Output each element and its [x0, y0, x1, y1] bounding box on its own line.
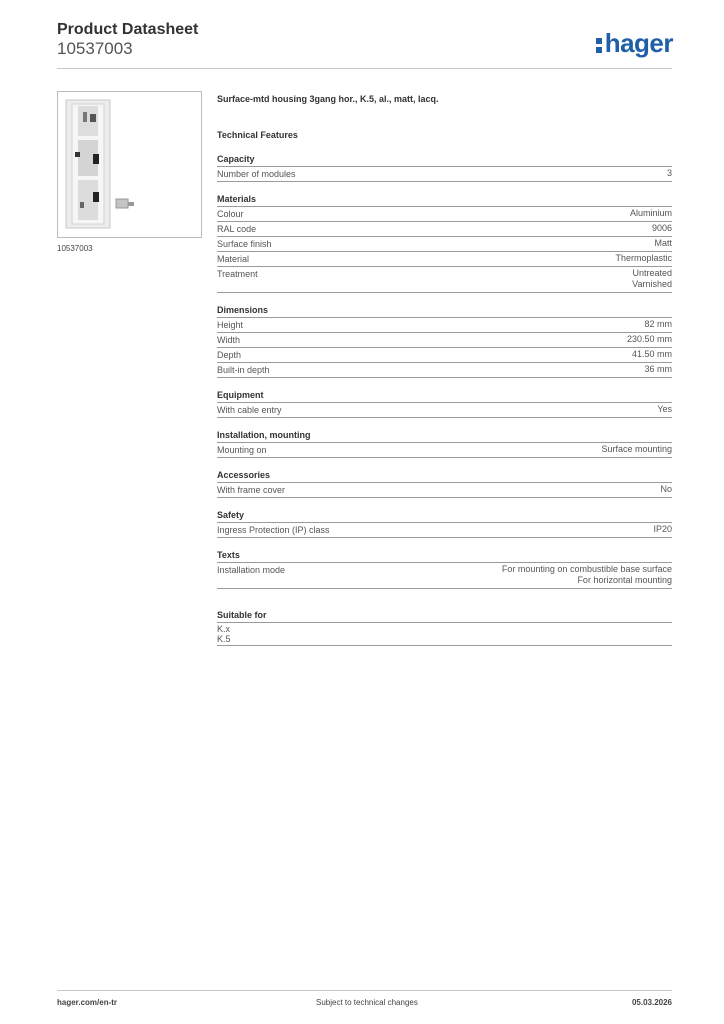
feature-row	[217, 403, 672, 418]
feature-value-line: Varnished	[632, 279, 672, 289]
feature-label: Material	[217, 254, 250, 264]
feature-value-line: Yes	[657, 404, 672, 414]
feature-row	[217, 167, 672, 182]
feature-label: RAL code	[217, 224, 257, 234]
feature-label: Width	[217, 335, 241, 345]
product-number: 10537003	[57, 39, 133, 58]
header	[57, 21, 673, 69]
section-equipment	[217, 389, 672, 418]
feature-value	[627, 333, 672, 347]
suitable-for-list	[217, 623, 672, 646]
feature-value	[502, 563, 672, 588]
feature-value	[644, 318, 672, 332]
feature-row	[217, 483, 672, 498]
product-image	[57, 91, 202, 238]
feature-value	[615, 252, 672, 266]
section-installation-mounting	[217, 429, 672, 458]
content-column	[217, 92, 672, 646]
feature-row	[217, 207, 672, 222]
feature-label: Depth	[217, 350, 242, 360]
section-title: Capacity	[217, 153, 672, 167]
feature-value-line: Untreated	[632, 268, 672, 278]
feature-value-line: 9006	[651, 223, 672, 233]
product-description: Surface-mtd housing 3gang hor., K.5, al., matt, lacq.	[217, 94, 439, 104]
footer-notice: Subject to technical changes	[316, 998, 418, 1007]
suitable-item: K.x	[217, 624, 231, 634]
feature-row	[217, 333, 672, 348]
page-title: Product Datasheet	[57, 21, 199, 38]
feature-label: Number of modules	[217, 169, 296, 179]
footer-date: 05.03.2026	[631, 998, 672, 1007]
suitable-for-title: Suitable for	[217, 609, 672, 623]
image-caption: 10537003	[57, 244, 93, 253]
feature-row	[217, 443, 672, 458]
feature-value	[660, 483, 672, 497]
feature-label: With cable entry	[217, 405, 282, 415]
feature-label: Treatment	[217, 269, 258, 279]
section-safety	[217, 509, 672, 538]
section-title: Accessories	[217, 469, 672, 483]
feature-label: Surface finish	[217, 239, 272, 249]
feature-row	[217, 563, 672, 589]
feature-row	[217, 363, 672, 378]
feature-label: Height	[217, 320, 244, 330]
feature-value	[653, 523, 672, 537]
section-accessories	[217, 469, 672, 498]
feature-row	[217, 523, 672, 538]
feature-value-line: For horizontal mounting	[577, 575, 672, 585]
feature-value	[601, 443, 672, 457]
feature-row	[217, 267, 672, 293]
footer-website-link[interactable]: hager.com/en-tr	[57, 998, 118, 1007]
section-texts	[217, 549, 672, 589]
feature-value-line: Thermoplastic	[615, 253, 672, 263]
feature-label: Ingress Protection (IP) class	[217, 525, 330, 535]
feature-row	[217, 348, 672, 363]
feature-label: Installation mode	[217, 565, 286, 575]
feature-value	[630, 207, 672, 221]
feature-value-line: For mounting on combustible base surface	[501, 564, 672, 574]
logo-text: hager	[604, 28, 673, 58]
feature-value	[644, 363, 672, 377]
section-title: Equipment	[217, 389, 672, 403]
feature-value-line: Surface mounting	[601, 444, 672, 454]
feature-value-line: 3	[666, 168, 672, 178]
feature-label: Colour	[217, 209, 244, 219]
section-capacity	[217, 153, 672, 182]
feature-value	[654, 237, 672, 251]
header-divider	[57, 68, 672, 69]
feature-value-line: Matt	[654, 238, 672, 248]
feature-value	[657, 403, 672, 417]
technical-features-heading: Technical Features	[217, 130, 298, 140]
feature-value	[632, 348, 672, 362]
feature-row	[217, 318, 672, 333]
product-housing-image	[58, 92, 201, 237]
section-title: Dimensions	[217, 304, 672, 318]
feature-value-line: 82 mm	[644, 319, 672, 329]
feature-value	[667, 167, 672, 181]
footer-divider	[57, 990, 672, 991]
feature-value	[632, 267, 672, 292]
hager-logo	[596, 28, 673, 59]
section-materials	[217, 193, 672, 293]
logo-mark-icon	[596, 35, 602, 54]
feature-label: Built-in depth	[217, 365, 270, 375]
feature-label: Mounting on	[217, 445, 267, 455]
feature-label: With frame cover	[217, 485, 286, 495]
feature-row	[217, 252, 672, 267]
section-title: Materials	[217, 193, 672, 207]
feature-value-line: IP20	[653, 524, 672, 534]
feature-value-line: No	[660, 484, 672, 494]
feature-sections	[217, 153, 672, 589]
feature-value-line: 230.50 mm	[626, 334, 672, 344]
feature-value-line: 41.50 mm	[631, 349, 672, 359]
suitable-item: K.5	[217, 634, 231, 644]
section-title: Installation, mounting	[217, 429, 672, 443]
feature-row	[217, 222, 672, 237]
feature-row	[217, 237, 672, 252]
feature-value	[652, 222, 672, 236]
feature-value-line: Aluminium	[629, 208, 672, 218]
section-title: Texts	[217, 549, 672, 563]
section-dimensions	[217, 304, 672, 378]
section-title: Safety	[217, 509, 672, 523]
feature-value-line: 36 mm	[644, 364, 672, 374]
suitable-for-section	[217, 609, 672, 646]
